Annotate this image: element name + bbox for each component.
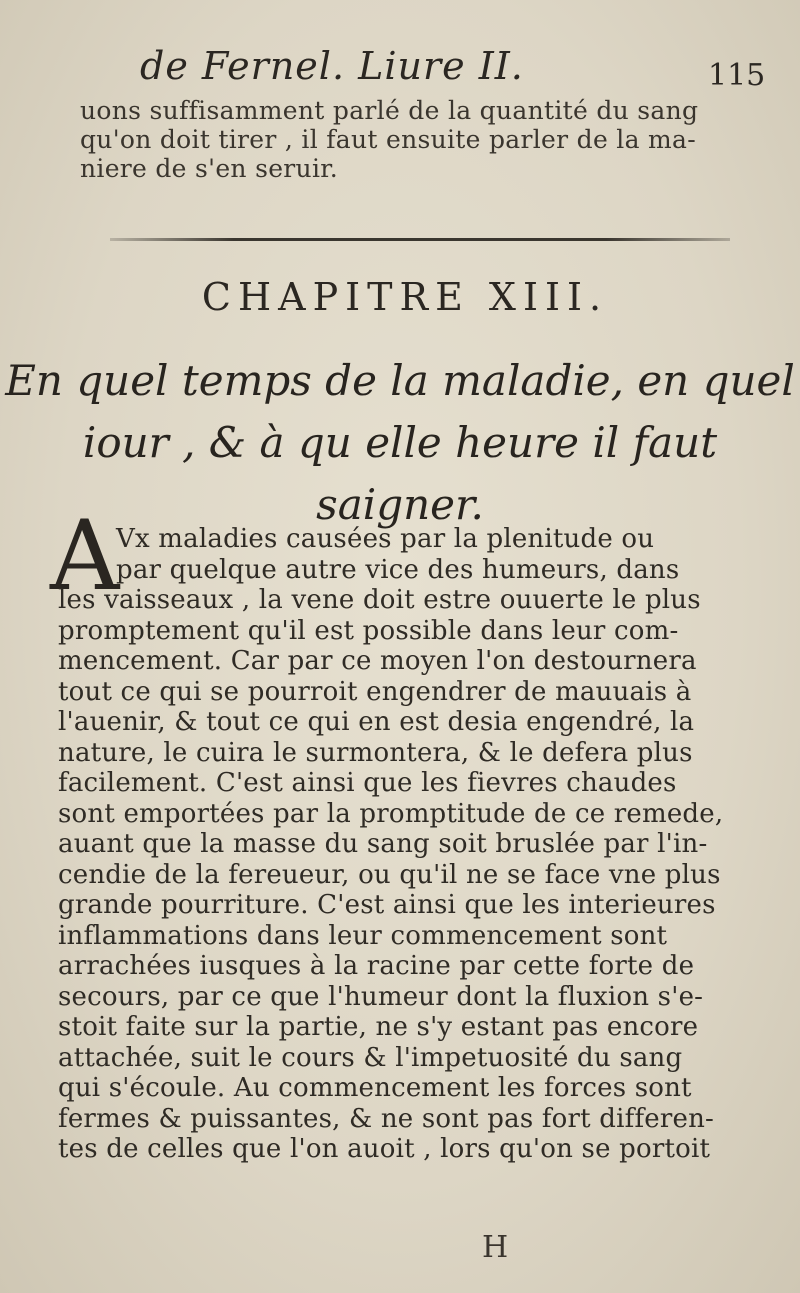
chapter-title [0,350,800,536]
drop-cap: A [50,500,120,612]
running-head [0,44,800,94]
text-line: qui s'écoule. Au commencement les forces sont [58,1073,692,1103]
text-line: inflammations dans leur commencement sont [58,920,668,951]
signature-mark: H [482,1230,509,1265]
text-line: fermes & puissantes, & ne sont pas fort differen- [58,1103,715,1134]
text-line: uons suffisamment parlé de la quantité du sang [80,96,699,125]
text-line: niere de s'en seruir. [80,154,338,183]
text-line: tes de celles que l'on auoit , lors qu'on se portoit [58,1134,711,1164]
text-line: attachée, suit le cours & l'impetuosité du sang [58,1042,683,1073]
text-line: mencement. Car par ce moyen l'on destournera [58,646,697,676]
chapter-heading: CHAPITRE XIII. [201,275,609,319]
text-line: promptement qu'il est possible dans leur com- [58,615,679,646]
page-number: 115 [708,58,766,93]
chapter-title-line: saigner. [316,480,484,529]
text-line: par quelque autre vice des humeurs, dans [116,554,680,585]
text-line: les vaisseaux , la vene doit estre ouuerte le plus [58,585,701,615]
section-rule [110,238,730,241]
text-line: arrachées iusques à la racine par cette forte de [58,951,695,981]
text-line: tout ce qui se pourroit engendrer de mauuais à [58,676,692,707]
text-line: qu'on doit tirer , il faut ensuite parler de la ma- [80,125,696,154]
text-line: cendie de la fereueur, ou qu'il ne se face vne plus [58,859,721,890]
text-line: Vx maladies causées par la plenitude ou [116,524,655,554]
text-line: nature, le cuira le surmontera, & le defera plus [58,737,693,768]
text-line: sont emportées par la promptitude de ce remede, [58,798,724,829]
body-paragraph [58,524,758,1165]
text-line: facilement. C'est ainsi que les fievres chaudes [58,768,677,798]
chapter-title-line: En quel temps de la maladie, en quel [5,356,795,405]
text-line: auant que la masse du sang soit bruslée par l'in- [58,829,708,859]
text-line: stoit faite sur la partie, ne s'y estant pas encore [58,1012,699,1042]
text-line: l'auenir, & tout ce qui en est desia engendré, la [58,707,695,737]
carry-over-paragraph [80,96,770,183]
text-line: secours, par ce que l'humeur dont la fluxion s'e- [58,981,704,1012]
chapter-title-line: iour , & à qu elle heure il faut [82,418,718,467]
running-title: de Fernel. Liure II. [140,44,524,88]
text-line: grande pourriture. C'est ainsi que les interieures [58,890,716,920]
